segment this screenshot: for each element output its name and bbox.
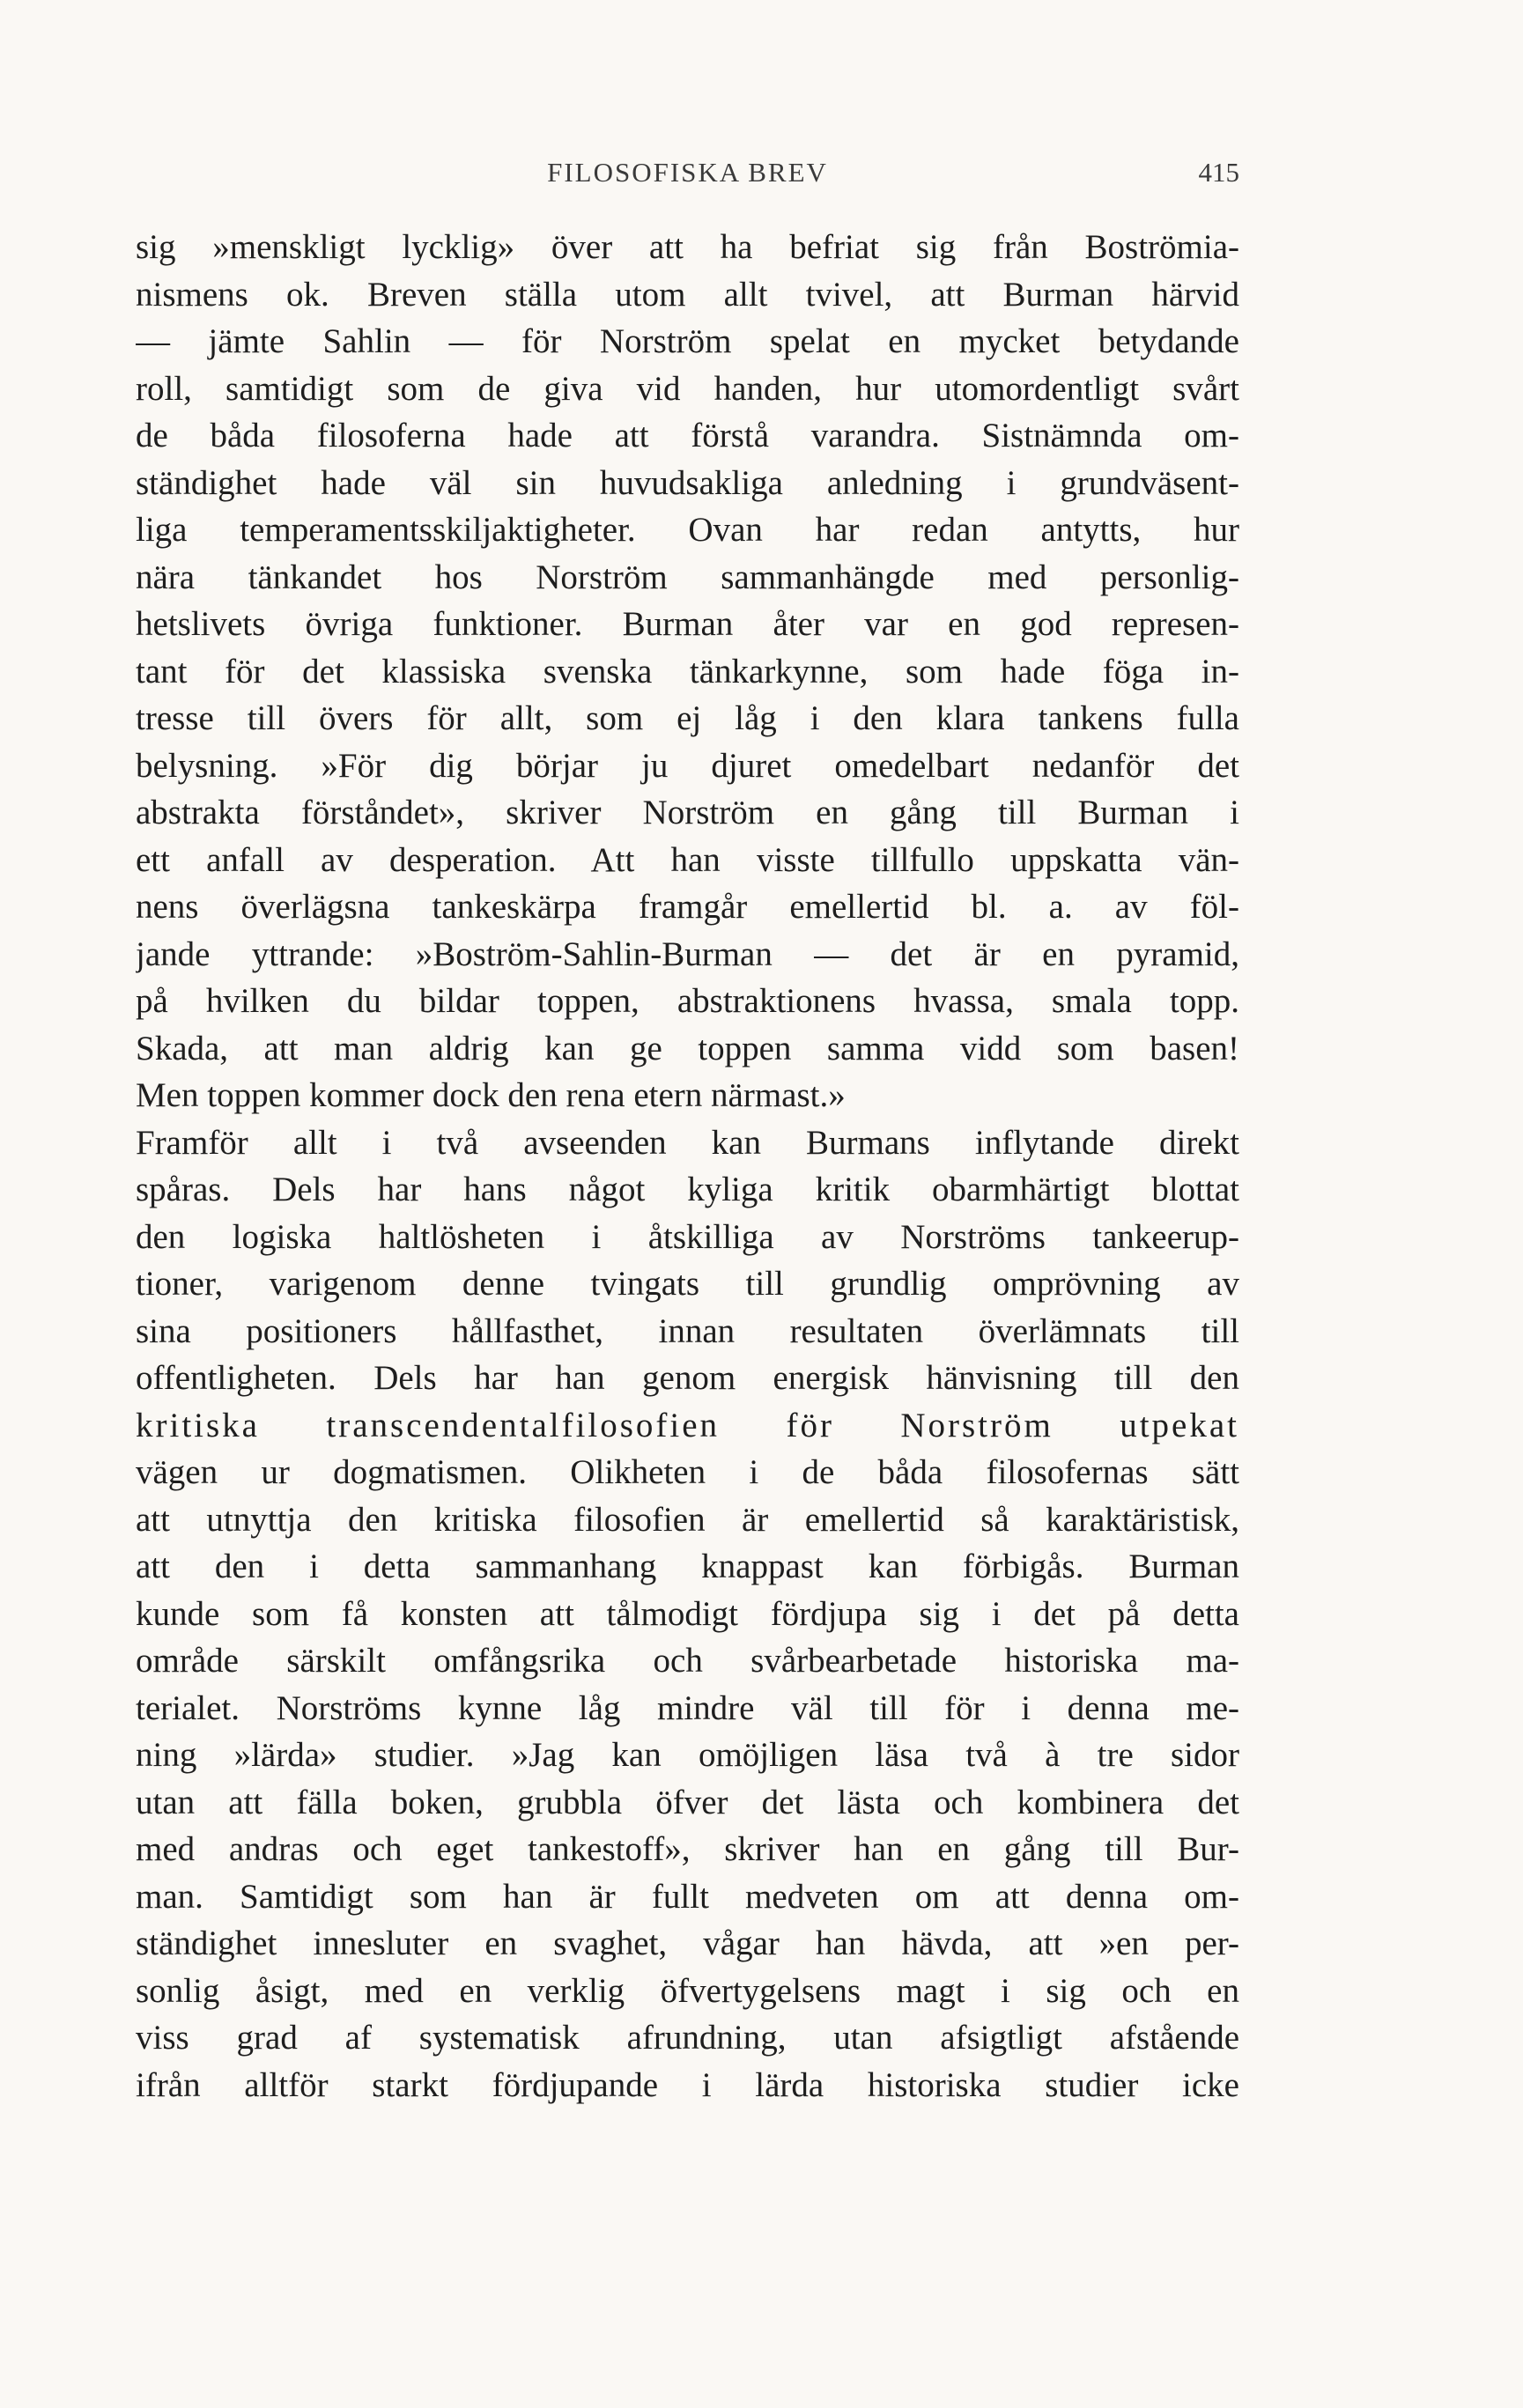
text-line: Skada, att man aldrig kan ge toppen samma vidd som basen! xyxy=(136,1029,1239,1067)
text-line: område särskilt omfångsrika och svårbearbetade historiska ma- xyxy=(136,1642,1239,1680)
text-line: Men toppen kommer dock den rena etern närmast.» xyxy=(136,1076,846,1114)
text-line: hetslivets övriga funktioner. Burman åter var en god represen- xyxy=(136,605,1239,643)
text-line: roll, samtidigt som de giva vid handen, hur utomordentligt svårt xyxy=(136,369,1239,408)
text-line: utan att fälla boken, grubbla öfver det lästa och kombinera det xyxy=(136,1783,1239,1821)
text-line: belysning. »För dig börjar ju djuret omedelbart nedanför det xyxy=(136,746,1239,785)
text-line: kunde som få konsten att tålmodigt fördjupa sig i det på detta xyxy=(136,1594,1239,1633)
text-line: sig »menskligt lycklig» över att ha befriat sig från Boströmia- xyxy=(136,228,1239,266)
text-line: ständighet hade väl sin huvudsakliga anledning i grundväsent- xyxy=(136,463,1239,502)
text-line: abstrakta förståndet», skriver Norström en gång till Burman i xyxy=(136,794,1239,831)
body-text xyxy=(136,224,1239,2109)
text-line: offentligheten. Dels har han genom energisk hänvisning till den xyxy=(136,1359,1239,1397)
text-line: spåras. Dels har hans något kyliga kritik obarmhärtigt blottat xyxy=(136,1171,1239,1208)
running-title: FILOSOFISKA BREV xyxy=(547,157,828,188)
text-line: ett anfall av desperation. Att han visste tillfullo uppskatta vän- xyxy=(136,840,1239,879)
text-line: de båda filosoferna hade att förstå varandra. Sistnämnda om- xyxy=(136,417,1239,454)
text-line: viss grad af systematisk afrundning, utan afsigtligt afstående xyxy=(136,2019,1239,2057)
text-line: ning »lärda» studier. »Jag kan omöjligen läsa två à tre sidor xyxy=(136,1736,1239,1774)
text-line: sina positioners hållfasthet, innan resultaten överlämnats till xyxy=(136,1311,1239,1350)
text-line: nismens ok. Breven ställa utom allt tvivel, att Burman härvid xyxy=(136,275,1239,314)
text-line: kritiska transcendentalfilosofien för Norström utpekat xyxy=(136,1406,1239,1444)
text-line: liga temperamentsskiljaktigheter. Ovan har redan antytts, hur xyxy=(136,511,1239,549)
text-line: terialet. Norströms kynne låg mindre väl till för i denna me- xyxy=(136,1688,1239,1727)
text-line: sonlig åsigt, med en verklig öfvertygelsens magt i sig och en xyxy=(136,1971,1239,2010)
text-line: nens överlägsna tankeskärpa framgår emellertid bl. a. av föl- xyxy=(136,888,1239,926)
text-line: tioner, varigenom denne tvingats till grundlig omprövning av xyxy=(136,1265,1239,1303)
text-line: jande yttrande: »Boström-Sahlin-Burman — det är en pyramid, xyxy=(136,934,1239,973)
text-line: man. Samtidigt som han är fullt medveten om att denna om- xyxy=(136,1877,1239,1916)
text-line: den logiska haltlösheten i åtskilliga av Norströms tankeerup- xyxy=(136,1217,1239,1256)
text-line: tresse till övers för allt, som ej låg i den klara tankens fulla xyxy=(136,699,1239,737)
text-line: att den i detta sammanhang knappast kan förbigås. Burman xyxy=(136,1547,1239,1585)
page-number: 415 xyxy=(1198,157,1239,188)
text-line: — jämte Sahlin — för Norström spelat en mycket betydande xyxy=(136,322,1239,360)
text-line: nära tänkandet hos Norström sammanhängde med personlig- xyxy=(136,558,1239,596)
text-line: Framför allt i två avseenden kan Burmans inflytande direkt xyxy=(136,1123,1239,1162)
text-line: med andras och eget tankestoff», skriver han en gång till Bur- xyxy=(136,1830,1239,1868)
text-line: att utnyttja den kritiska filosofien är emellertid så karaktäristisk, xyxy=(136,1500,1239,1539)
text-line: ständighet innesluter en svaghet, vågar han hävda, att »en per- xyxy=(136,1924,1239,1962)
text-line: på hvilken du bildar toppen, abstraktionens hvassa, smala topp. xyxy=(136,982,1239,1020)
text-line: vägen ur dogmatismen. Olikheten i de båda filosofernas sätt xyxy=(136,1453,1239,1491)
text-line: ifrån alltför starkt fördjupande i lärda historiska studier icke xyxy=(136,2065,1239,2104)
page-header xyxy=(136,157,1239,201)
text-line: tant för det klassiska svenska tänkarkynne, som hade föga in- xyxy=(136,652,1239,691)
